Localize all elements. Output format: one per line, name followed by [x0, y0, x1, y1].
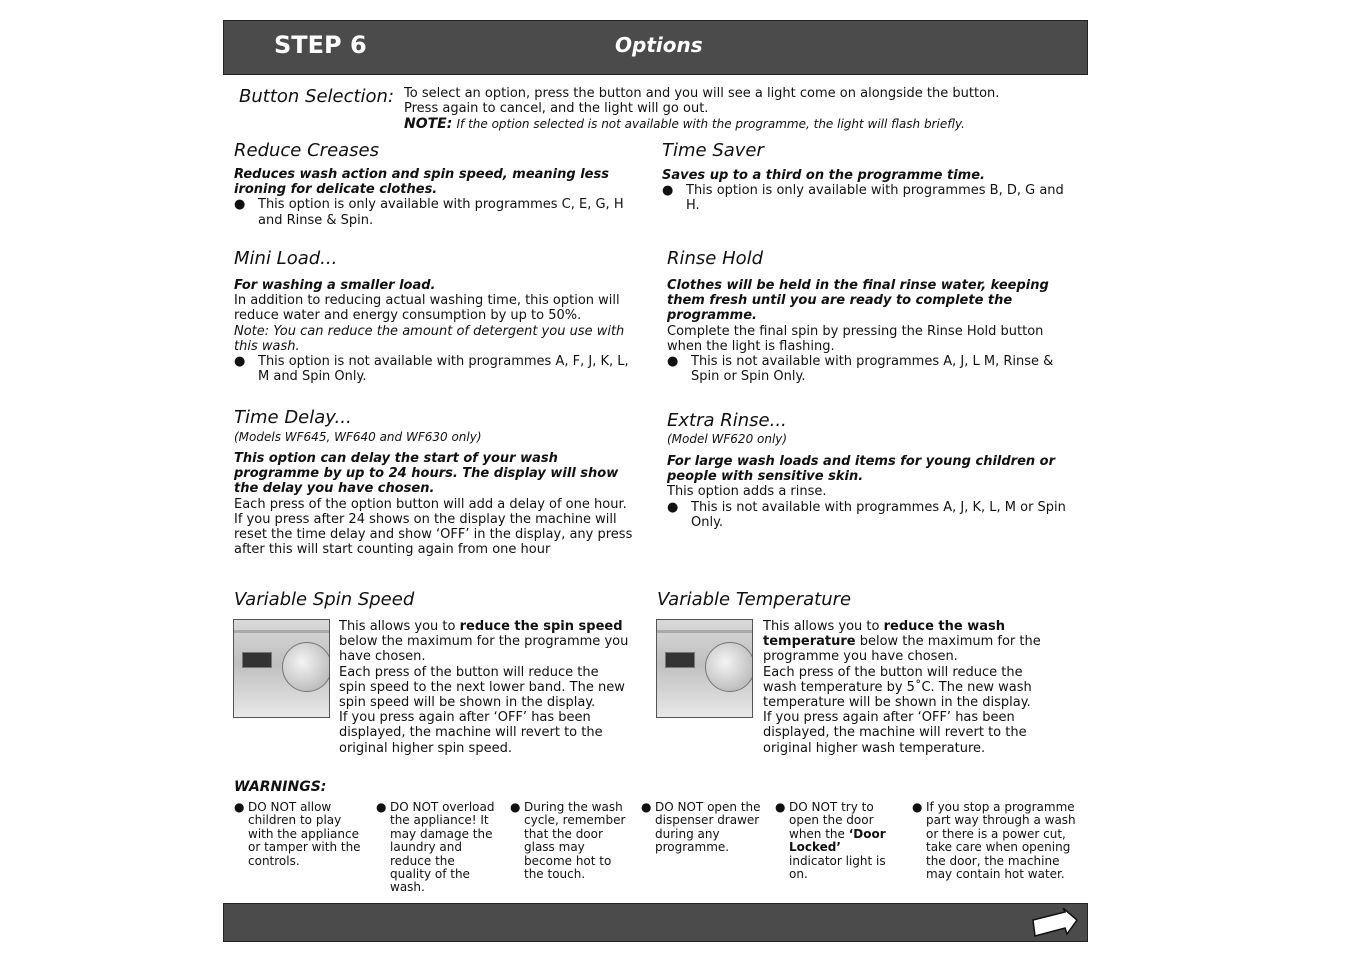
rinse-hold-body: Complete the final spin by pressing the Rinse Hold button when the light is flashing. [667, 323, 1044, 354]
warning-5-text [775, 801, 895, 881]
extra-rinse-body: This option adds a rinse. [667, 484, 827, 500]
extra-rinse-lead: For large wash loads and items for young children or people with sensitive skin. [667, 454, 1056, 485]
bullet-icon: ● [641, 800, 652, 814]
variable-spin-text [339, 619, 629, 756]
bullet-icon: ● [234, 354, 246, 370]
warning-4-text: DO NOT open the dispenser drawer during any programme. [655, 800, 761, 855]
mini-load-bullet: This option is not available with programmes A, F, J, K, L, M and Spin Only. [258, 354, 629, 385]
variable-spin-rest: below the maximum for the programme you have chosen. [339, 634, 629, 665]
variable-temp-title: Variable Temperature [657, 589, 852, 610]
warning-2-text: DO NOT overload the appliance! It may damage the laundry and reduce the quality of the wash. [390, 800, 495, 895]
reduce-creases-lead: Reduces wash action and spin speed, meaning less ironing for delicate clothes. [234, 167, 609, 198]
temperature-control-panel-image [656, 619, 753, 718]
warning-1-text: DO NOT allow children to play with the appliance or tamper with the controls. [248, 800, 361, 868]
time-delay-lead: This option can delay the start of your wash programme by up to 24 hours. The display will show the delay you have chosen. [234, 451, 619, 497]
variable-temp-p2: Each press of the button will reduce the wash temperature by 5˚C. The new wash temperature will be shown in the display. [763, 664, 1032, 711]
note-label: NOTE: [404, 116, 453, 133]
rinse-hold-title: Rinse Hold [667, 248, 764, 269]
warning-5-pre: DO NOT try to open the door when the [789, 800, 874, 841]
time-delay-models: (Models WF645, WF640 and WF630 only) [234, 430, 482, 444]
warnings-title: WARNINGS: [234, 779, 327, 795]
extra-rinse-bullet: This is not available with programmes A, J, K, L, M or Spin Only. [691, 499, 1066, 530]
variable-temp-pre: This allows you to [763, 619, 884, 634]
bullet-icon: ● [234, 197, 246, 213]
bullet-icon: ● [662, 183, 674, 199]
time-delay-body: Each press of the option button will add a delay of one hour. If you press after 24 shows on the display the machine will reset the time delay and show ‘OFF’ in the display, any press after this will start counting again from one hour [234, 496, 633, 558]
mini-load-lead: For washing a smaller load. [234, 278, 436, 293]
rinse-hold-bullet: This is not available with programmes A, J, L M, Rinse & Spin or Spin Only. [691, 354, 1054, 385]
note-text: If the option selected is not available with the programme, the light will flash briefly. [456, 117, 965, 132]
variable-spin-p2: Each press of the button will reduce the spin speed to the next lower band. The new spin speed will be shown in the display. [339, 664, 625, 711]
warning-6 [912, 801, 1077, 881]
reduce-creases-section [234, 167, 639, 228]
footer-bar [223, 903, 1088, 942]
time-saver-bullet: This option is only available with programmes B, D, G and H. [686, 183, 1064, 214]
button-selection-label: Button Selection: [239, 86, 395, 107]
bullet-icon: ● [667, 499, 679, 515]
variable-spin-bold: reduce the spin speed [459, 619, 623, 634]
warning-3 [510, 801, 630, 881]
page-title: Options [615, 33, 703, 57]
mini-load-section [234, 278, 629, 384]
mini-load-note: Note: You can reduce the amount of detergent you use with this wash. [234, 323, 625, 354]
variable-temp-p3: If you press again after ‘OFF’ has been displayed, the machine will revert to the original higher wash temperature. [763, 710, 1027, 756]
warning-6-text: If you stop a programme part way through a wash or there is a power cut, take care when opening the door, the machine may contain hot water. [926, 800, 1076, 882]
warning-2 [376, 801, 498, 895]
button-selection-line1: To select an option, press the button and you will see a light come on alongside the button. [404, 86, 1000, 101]
reduce-creases-title: Reduce Creases [234, 140, 380, 161]
button-selection-line2: Press again to cancel, and the light will go out. [404, 101, 709, 117]
variable-spin-p3: If you press again after ‘OFF’ has been displayed, the machine will revert to the original higher spin speed. [339, 710, 603, 756]
rinse-hold-lead: Clothes will be held in the final rinse water, keeping them fresh until you are ready to complete the programme. [667, 278, 1049, 324]
extra-rinse-models: (Model WF620 only) [667, 432, 788, 446]
time-delay-title: Time Delay... [234, 407, 352, 428]
bullet-icon: ● [775, 800, 786, 814]
step-number: STEP 6 [274, 31, 367, 59]
variable-temp-rest: below the maximum for the programme you have chosen. [763, 634, 1041, 665]
bullet-icon: ● [376, 800, 387, 814]
variable-temp-text [763, 619, 1041, 756]
rinse-hold-section [667, 278, 1077, 384]
time-saver-lead: Saves up to a third on the programme time. [662, 168, 985, 183]
next-page-arrow-icon[interactable] [1031, 908, 1079, 938]
time-delay-section [234, 451, 639, 557]
bullet-icon: ● [234, 800, 245, 814]
header-bar [223, 20, 1088, 75]
extra-rinse-title: Extra Rinse... [667, 410, 787, 431]
variable-spin-pre: This allows you to [339, 619, 460, 634]
warning-4 [641, 801, 766, 855]
time-saver-section [662, 168, 1072, 214]
bullet-icon: ● [510, 800, 521, 814]
bullet-icon: ● [667, 354, 679, 370]
spin-control-panel-image [233, 619, 330, 718]
bullet-icon: ● [912, 800, 923, 814]
mini-load-title: Mini Load... [234, 248, 338, 269]
warning-5-post: indicator light is on. [789, 853, 886, 882]
variable-temp-bold: reduce the wash temperature [763, 619, 1006, 650]
mini-load-body: In addition to reducing actual washing time, this option will reduce water and energy consumption by up to 50%. [234, 293, 620, 324]
time-saver-title: Time Saver [662, 140, 764, 161]
warning-3-text: During the wash cycle, remember that the door glass may become hot to the touch. [524, 800, 626, 882]
extra-rinse-section [667, 454, 1072, 530]
warning-5 [775, 801, 895, 881]
variable-spin-title: Variable Spin Speed [234, 589, 415, 610]
warning-5-bold: ‘Door Locked’ [789, 826, 886, 855]
button-selection-text [404, 86, 1064, 133]
warning-1 [234, 801, 364, 868]
reduce-creases-bullet: This option is only available with programmes C, E, G, H and Rinse & Spin. [258, 197, 624, 228]
